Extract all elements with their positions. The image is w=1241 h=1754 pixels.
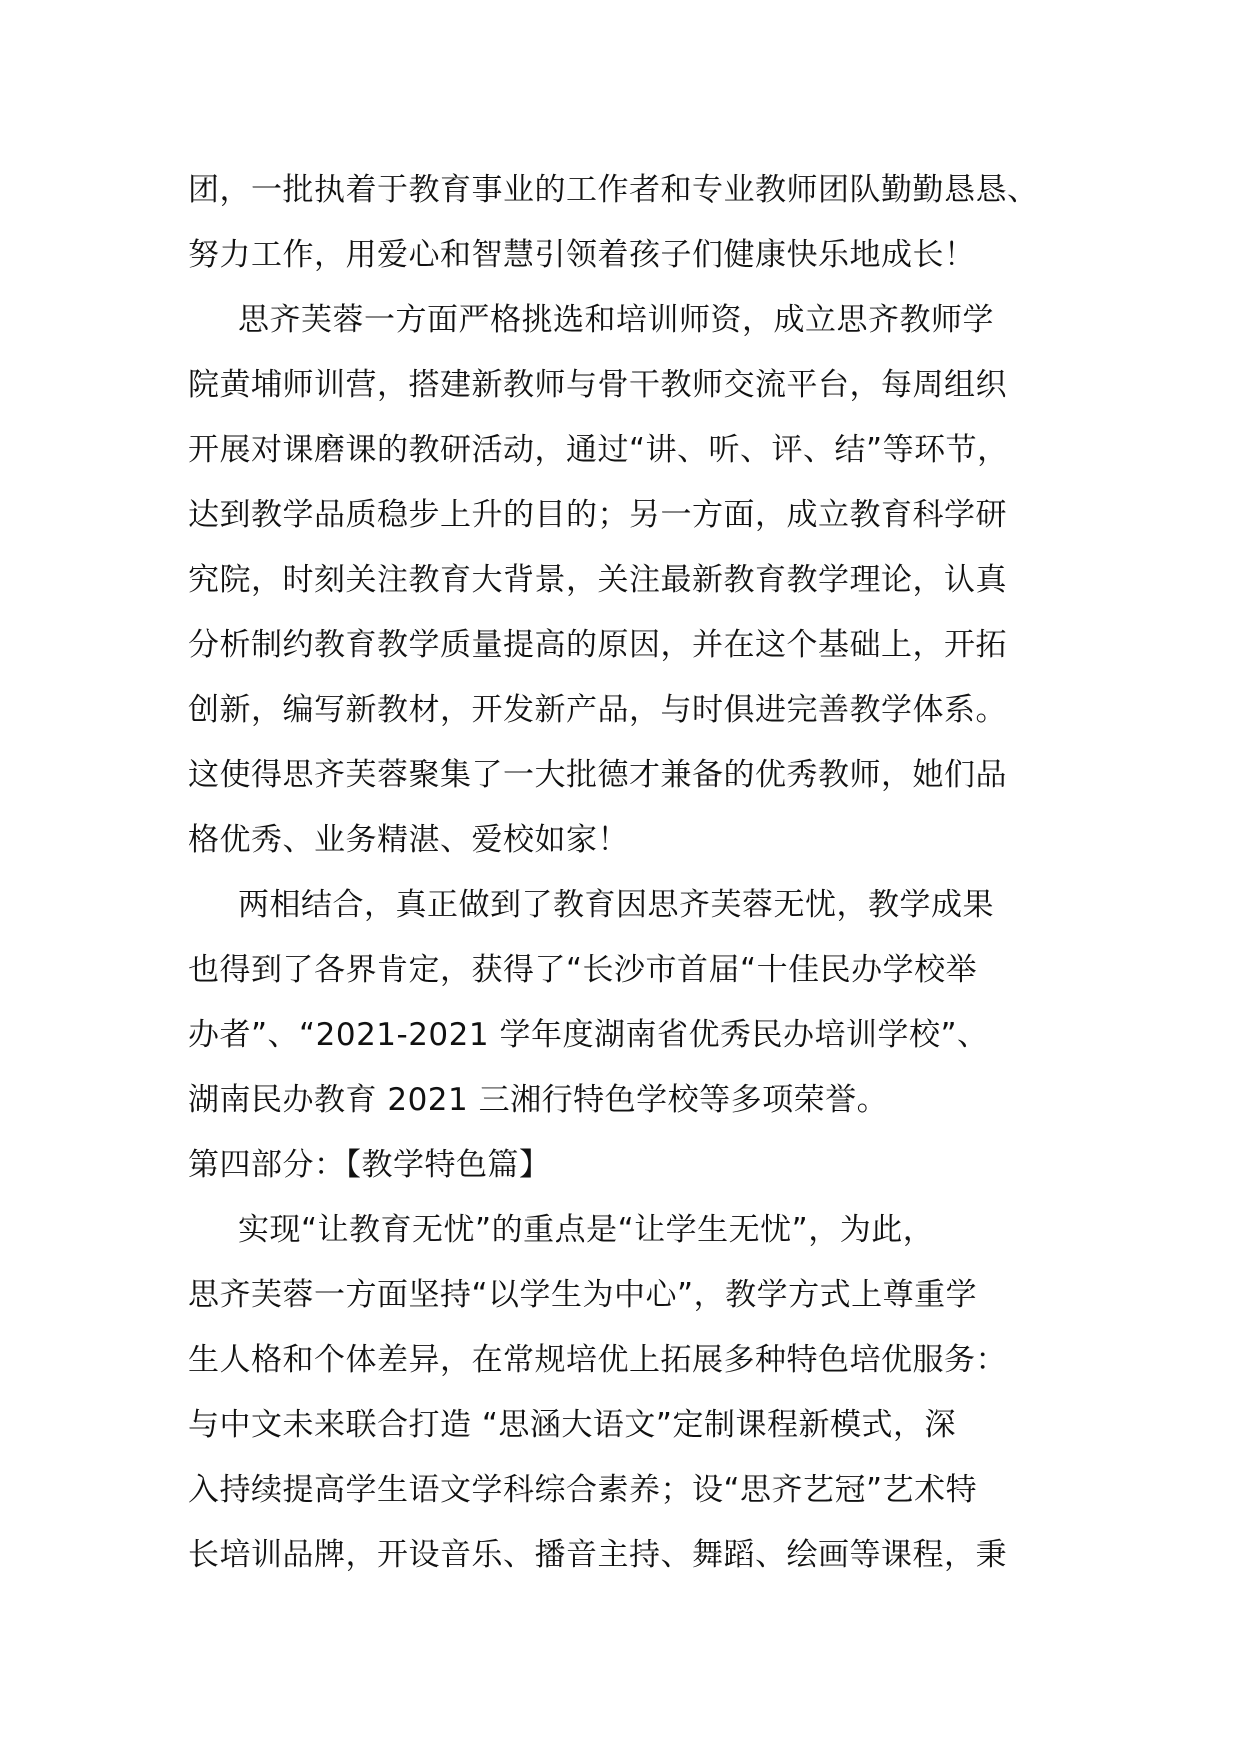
text-line: 格优秀、业务精湛、爱校如家！	[188, 822, 629, 858]
text-line: 与中文未来联合打造 “思涵大语文”定制课程新模式，深	[188, 1407, 956, 1443]
text-line: 办者”、“2021-2021 学年度湖南省优秀民办培训学校”、	[188, 1017, 989, 1053]
text-line: 思齐芙蓉一方面坚持“以学生为中心”，教学方式上尊重学	[188, 1277, 978, 1313]
text-line: 长培训品牌，开设音乐、播音主持、舞蹈、绘画等课程，秉	[188, 1537, 1007, 1573]
paragraph-start-line: 实现“让教育无忧”的重点是“让学生无忧”，为此，	[238, 1212, 935, 1248]
text-line: 分析制约教育教学质量提高的原因，并在这个基础上，开拓	[188, 627, 1007, 663]
document-body	[188, 158, 1068, 1588]
text-line: 创新，编写新教材，开发新产品，与时俱进完善教学体系。	[188, 692, 1007, 728]
text-line: 努力工作，用爱心和智慧引领着孩子们健康快乐地成长！	[188, 237, 976, 273]
section-heading: 第四部分：【教学特色篇】	[188, 1147, 551, 1183]
text-line: 也得到了各界肯定，获得了“长沙市首届“十佳民办学校举	[188, 952, 978, 988]
text-line: 入持续提高学生语文学科综合素养；设“思齐艺冠”艺术特	[188, 1472, 978, 1508]
text-line: 湖南民办教育 2021 三湘行特色学校等多项荣誉。	[188, 1082, 889, 1118]
text-line: 院黄埔师训营，搭建新教师与骨干教师交流平台，每周组织	[188, 367, 1007, 403]
text-line: 这使得思齐芙蓉聚集了一大批德才兼备的优秀教师，她们品	[188, 757, 1007, 793]
text-line: 生人格和个体差异，在常规培优上拓展多种特色培优服务：	[188, 1342, 1007, 1378]
text-line: 达到教学品质稳步上升的目的；另一方面，成立教育科学研	[188, 497, 1007, 533]
paragraph-start-line: 两相结合，真正做到了教育因思齐芙蓉无忧，教学成果	[238, 887, 994, 923]
text-line: 团，一批执着于教育事业的工作者和专业教师团队勤勤恳恳、	[188, 172, 1039, 208]
text-line: 究院，时刻关注教育大背景，关注最新教育教学理论，认真	[188, 562, 1007, 598]
text-line: 开展对课磨课的教研活动，通过“讲、听、评、结”等环节，	[188, 432, 1009, 468]
paragraph-start-line: 思齐芙蓉一方面严格挑选和培训师资，成立思齐教师学	[238, 302, 994, 338]
